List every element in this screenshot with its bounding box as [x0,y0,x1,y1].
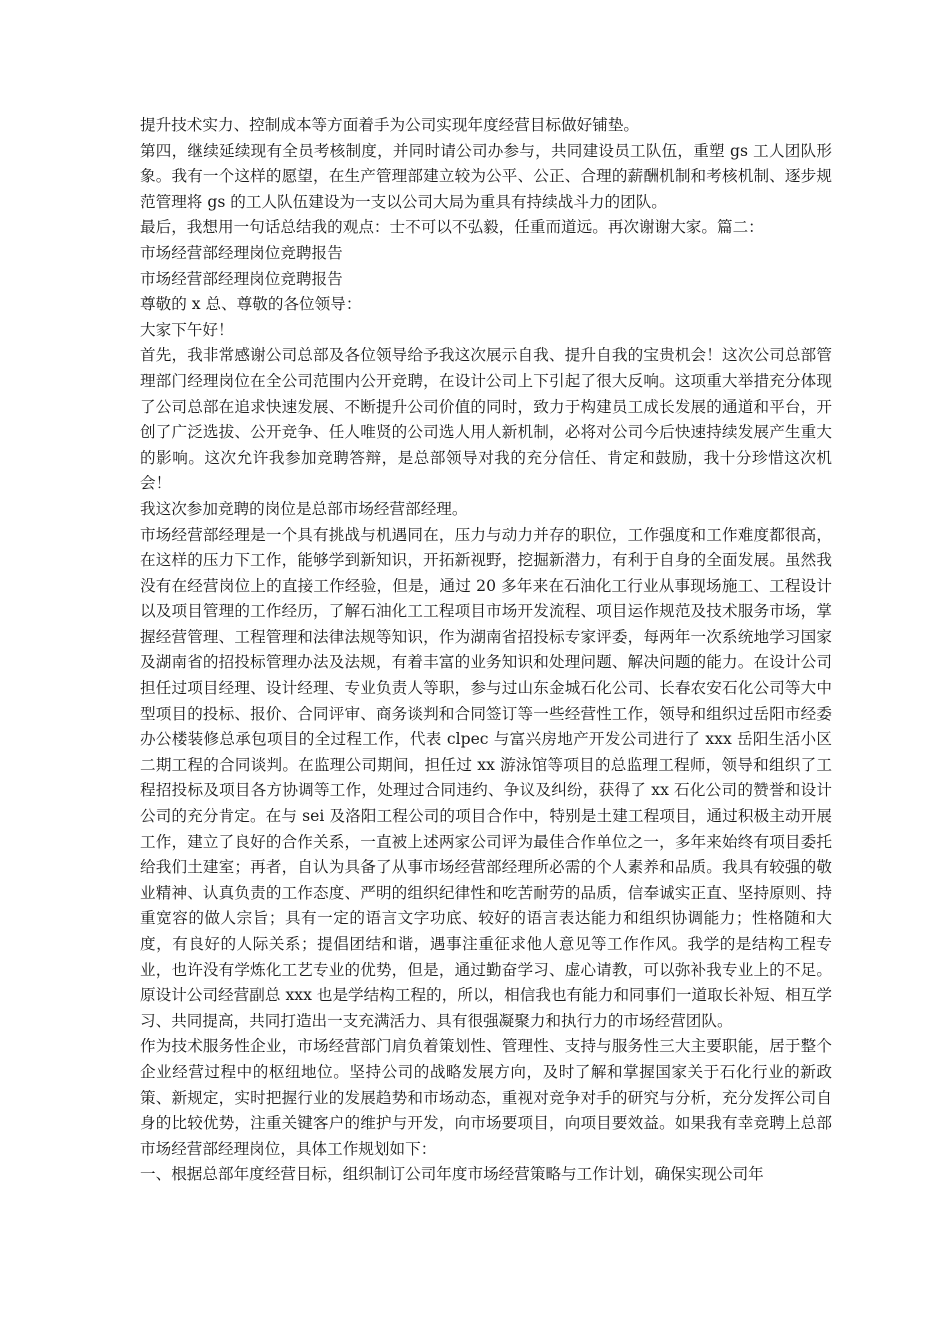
paragraph: 一、根据总部年度经营目标，组织制订公司年度市场经营策略与工作计划，确保实现公司年 [140,1165,764,1184]
paragraph: 市场经营部经理是一个具有挑战与机遇同在，压力与动力并存的职位，工作强度和工作难度都很高，在这样的压力下工作，能够学到新知识，开拓新视野，挖掘新潜力，有利于自身的全面发展。虽然我没有在经营岗位上的直接工作经验，但是，通过 20 多年来在石油化工行业从事现场施工、工程设计以及项目管理的工作经历，了解石油化工工程项目市场开发流程、项目运作规范及技术服务市场，掌握经营管理、工程管理和法律法规等知识，作为湖南省招投标专家评委，每两年一次系统地学习国家及湖南省的招投标管理办法及法规，有着丰富的业务知识和处理问题、解决问题的能力。在设计公司担任过项目经理、设计经理、专业负责人等职，参与过山东金城石化公司、长春农安石化公司等大中型项目的投标、报价、合同评审、商务谈判和合同签订等一些经营性工作，领导和组织过岳阳市经委办公楼装修总承包项目的全过程工作，代表 clpec 与富兴房地产开发公司进行了 xxx 岳阳生活小区二期工程的合同谈判。在监理公司期间，担任过 xx 游泳馆等项目的总监理工程师，领导和组织了工程招投标及项目各方协调等工作，处理过合同违约、争议及纠纷，获得了 xx 石化公司的赞誉和设计公司的充分肯定。在与 sei 及洛阳工程公司的项目合作中，特别是土建工程项目，通过积极主动开展工作，建立了良好的合作关系，一直被上述两家公司评为最佳合作单位之一，多年来始终有项目委托给我们土建室；再者，自认为具备了从事市场经营部经理所必需的个人素养和品质。我具有较强的敬业精神、认真负责的工作态度、严明的组织纪律性和吃苦耐劳的品质，信奉诚实正直、坚持原则、持重宽容的做人宗旨；具有一定的语言文字功底、较好的语言表达能力和组织协调能力；性格随和大度，有良好的人际关系；提倡团结和谐，遇事注重征求他人意见等工作作风。我学的是结构工程专业，也许没有学炼化工艺专业的优势，但是，通过勤奋学习、虚心请教，可以弥补我专业上的不足。原设计公司经营副总 xxx 也是学结构工程的，所以，相信我也有能力和同事们一道取长补短、相互学习、共同提高，共同打造出一支充满活力、具有很强凝聚力和执行力的市场经营团队。 [140,525,832,1030]
document-body [140,113,832,1188]
paragraph: 作为技术服务性企业，市场经营部门肩负着策划性、管理性、支持与服务性三大主要职能，居于整个企业经营过程中的枢纽地位。坚持公司的战略发展方向，及时了解和掌握国家关于石化行业的新政策、新规定，实时把握行业的发展趋势和市场动态，重视对竞争对手的研究与分析，充分发挥公司自身的比较优势，注重关键客户的维护与开发，向市场要项目，向项目要效益。如果我有幸竞聘上总部市场经营部经理岗位，具体工作规划如下： [140,1037,832,1158]
paragraph: 最后，我想用一句话总结我的观点：士不可以不弘毅，任重而道远。再次谢谢大家。篇二： [140,218,764,237]
paragraph: 提升技术实力、控制成本等方面着手为公司实现年度经营目标做好铺垫。 [140,116,640,134]
salutation: 尊敬的 x 总、尊敬的各位领导： [140,295,362,314]
section-title: 市场经营部经理岗位竞聘报告 [140,243,343,262]
paragraph: 我这次参加竞聘的岗位是总部市场经营部经理。 [140,499,468,518]
greeting: 大家下午好！ [140,320,234,339]
paragraph: 首先，我非常感谢公司总部及各位领导给予我这次展示自我、提升自我的宝贵机会！这次公司总部管理部门经理岗位在全公司范围内公开竞聘，在设计公司上下引起了很大反响。这项重大举措充分体现了公司总部在追求快速发展、不断提升公司价值的同时，致力于构建员工成长发展的通道和平台，开创了广泛选拔、公开竞争、任人唯贤的公司选人用人新机制，必将对公司今后快速持续发展产生重大的影响。这次允许我参加竞聘答辩，是总部领导对我的充分信任、肯定和鼓励，我十分珍惜这次机会！ [140,346,832,493]
paragraph: 第四，继续延续现有全员考核制度，并同时请公司办参与，共同建设员工队伍，重塑 gs 工人团队形象。我有一个这样的愿望，在生产管理部建立较为公平、公正、合理的薪酬机制和考核机制、逐步规范管理将 gs 的工人队伍建设为一支以公司大局为重具有持续战斗力的团队。 [140,141,832,211]
section-title: 市场经营部经理岗位竞聘报告 [140,269,343,288]
